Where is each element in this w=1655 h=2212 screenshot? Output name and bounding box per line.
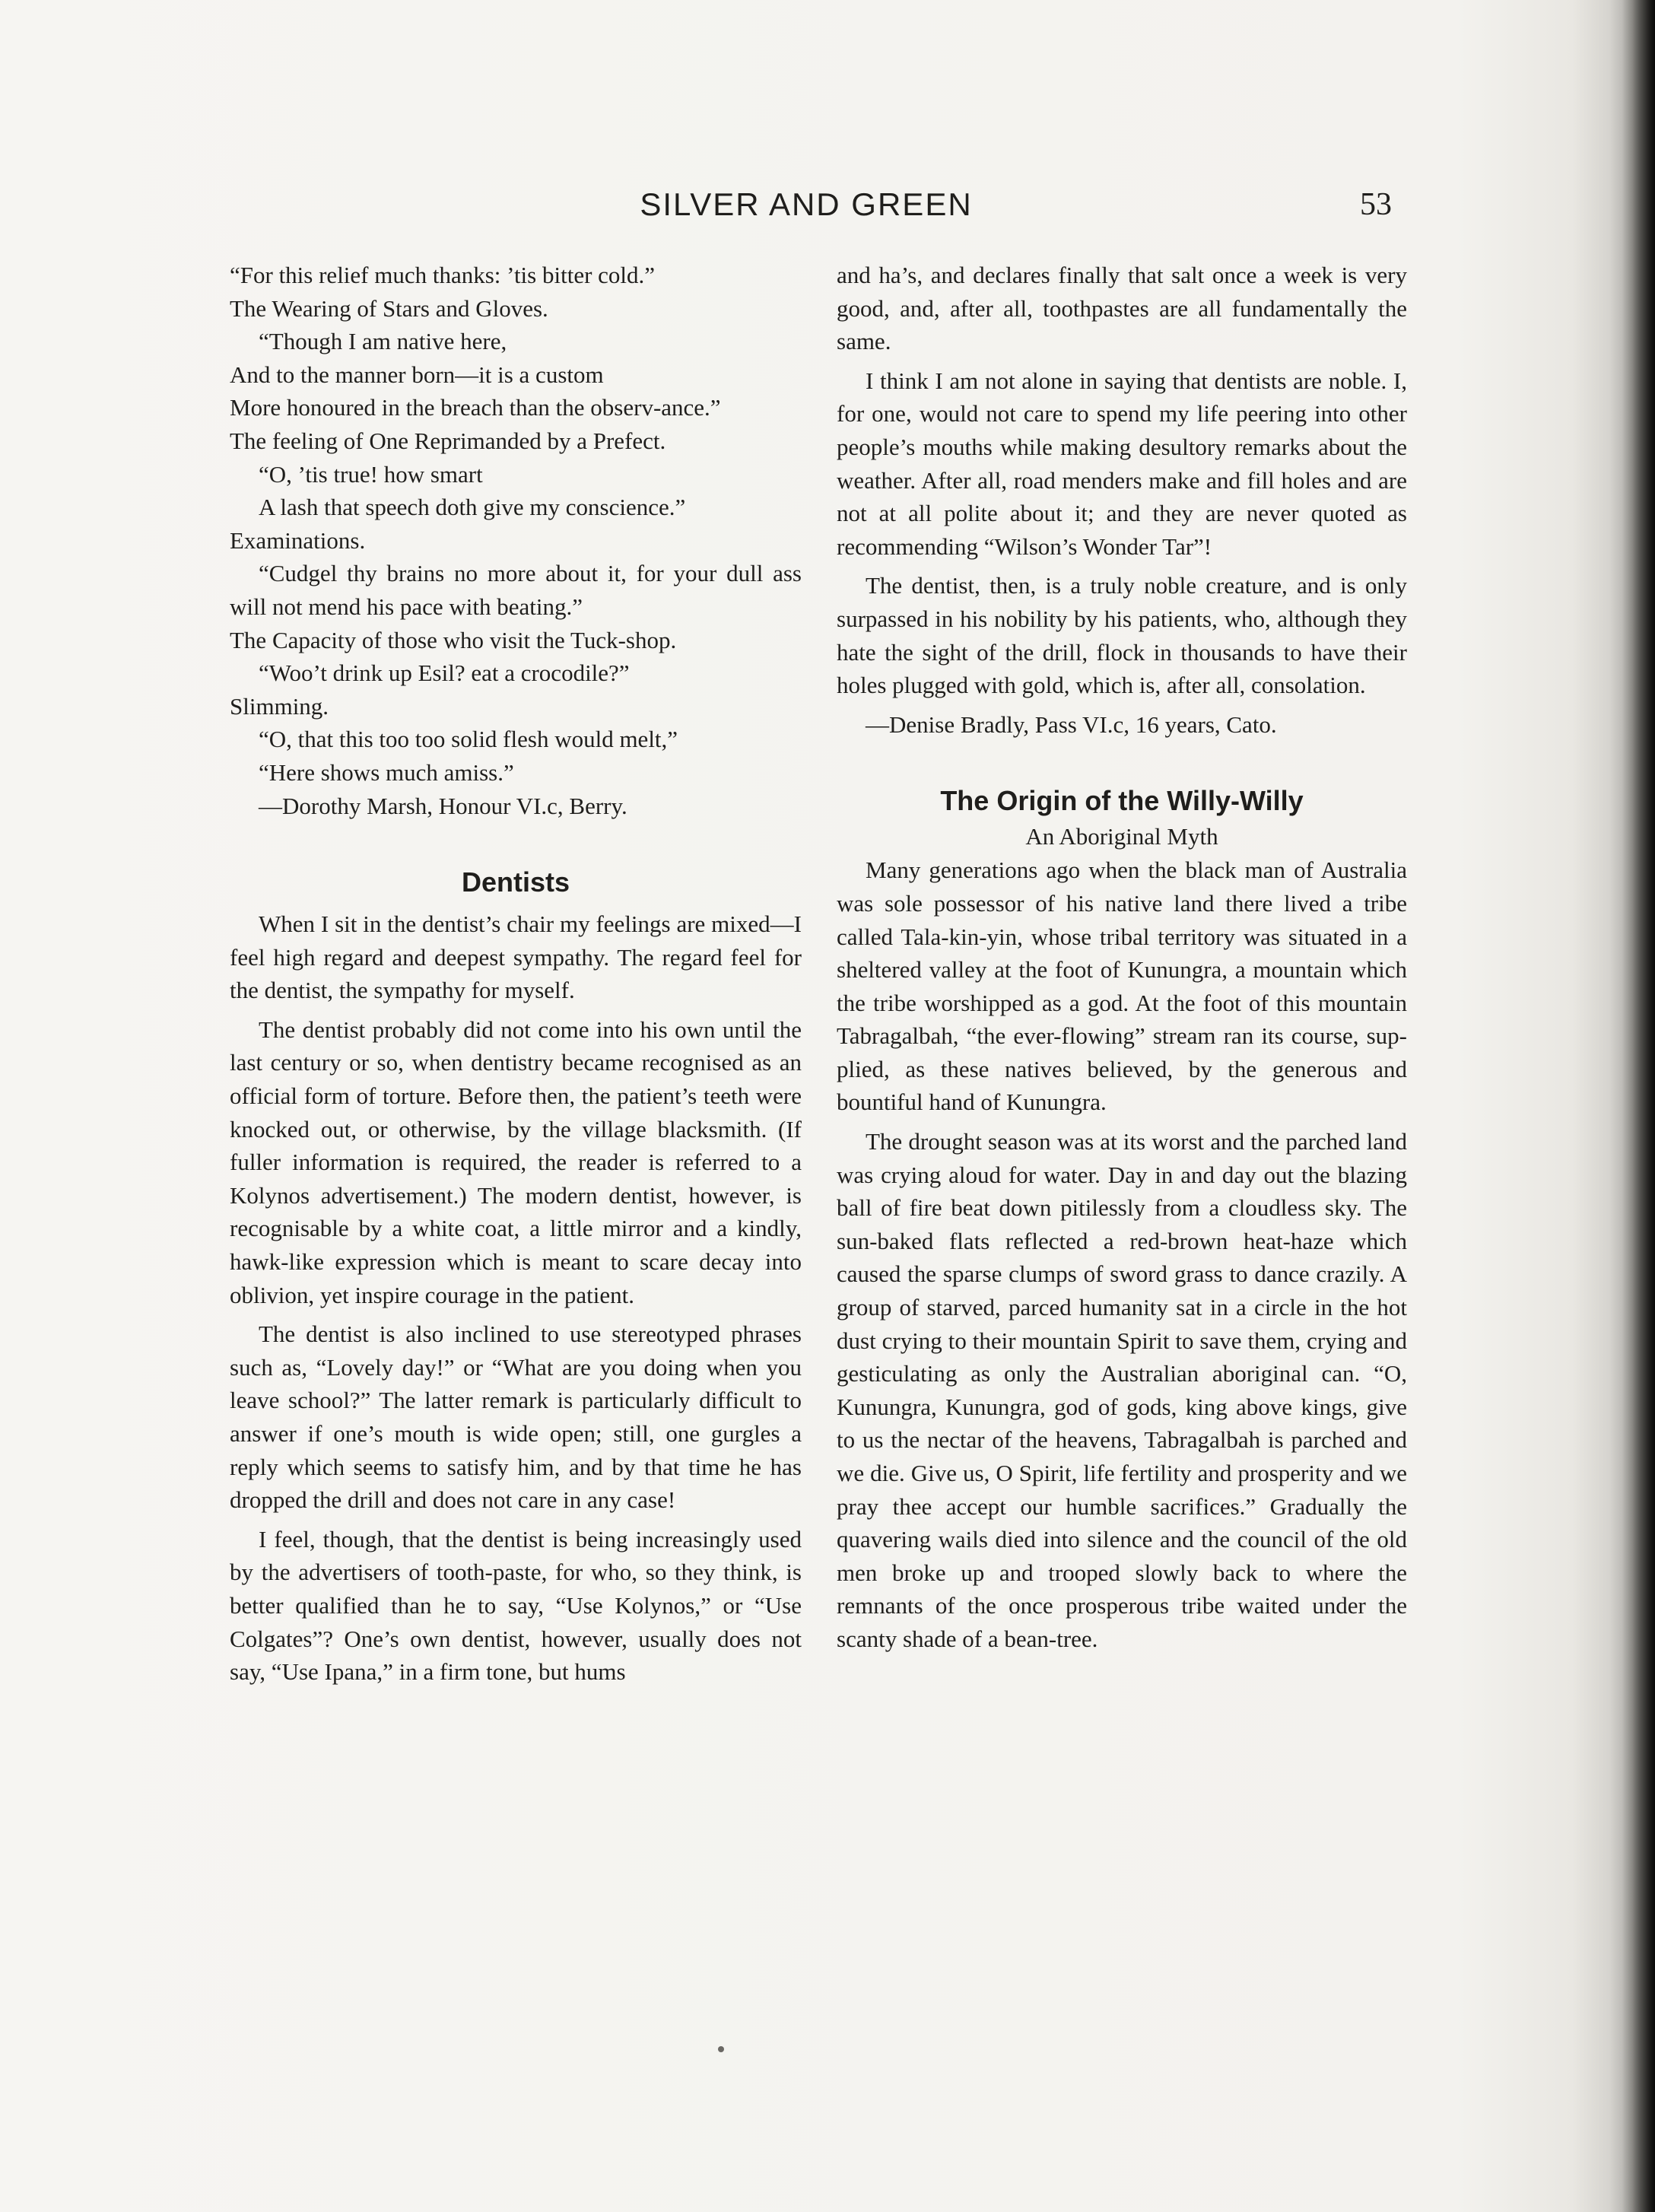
poem-line: “Here shows much amiss.” [259, 758, 514, 786]
poem-line: “O, ’tis true! how smart [259, 460, 483, 488]
ink-speck [718, 2046, 724, 2052]
poem-line: The Wearing of Stars and Gloves. [230, 294, 548, 322]
poem-line: “For this relief much thanks: ’tis bitter cold.” [230, 262, 656, 288]
poem-signature: —Dorothy Marsh, Honour VI.c, Berry. [259, 792, 627, 819]
page-number: 53 [1360, 187, 1392, 222]
poem-line: Examinations. [230, 526, 366, 554]
dentists-paragraph: When I sit in the dentist’s chair my feelings are mixed—I feel high regard and deepest sympathy. The regard feel for the dentist, the sympathy for myself. [230, 911, 802, 1004]
running-title: SILVER AND GREEN [640, 186, 973, 222]
dentists-paragraph: The dentist is also inclined to use stereotyped phrases such as, “Lovely day!” or “What are you doing when you leave school?” The latter remark is particularly difficult to answer if one’s mouth is wide open; still, one gurgles a reply which seems to satisfy him, and by that time he has dropped the drill and does not care in any case! [230, 1321, 802, 1514]
poem-line: A lash that speech doth give my conscience.” [259, 494, 686, 521]
poem-line: More honoured in the breach than the observ-ance.” [230, 394, 721, 421]
myth-paragraph: The drought season was at its worst and the parched land was crying aloud for water. Day in and day out the blazing ball of fire beat down pitilessly from a cloudless sky. The sun-baked flats reflected a red-brown heat-haze which caused the sparse clumps of sword grass to dance crazily. A group of starved, parced humanity sat in a circle in the hot dust crying to their mountain Spirit to save them, crying and gesticulating as only the Australian aboriginal can. “O, Kunungra, Kunungra, god of gods, king above kings, give to us the nectar of the heavens, Tabragalbah is parched and we die. Give us, O Spirit, life fertility and prosperity and we pray thee accept our humble sacrifices.” Gradually the quavering wails died into silence and the council of the old men broke up and trooped slowly back to where the remnants of the once prosperous tribe waited under the scanty shade of a bean-tree. [837, 1128, 1407, 1652]
book-spine-shadow [1609, 0, 1655, 2212]
myth-heading: The Origin of the Willy-Willy [940, 785, 1304, 817]
dentists-signature: —Denise Bradly, Pass VI.c, 16 years, Cato. [866, 710, 1277, 738]
poem-line: The feeling of One Reprimanded by a Prefect. [230, 427, 666, 454]
poem-line: The Capacity of those who visit the Tuck-shop. [230, 626, 677, 653]
poem-line: “O, that this too too solid flesh would melt,” [259, 726, 678, 753]
left-column [230, 259, 802, 1689]
poem-line: “Woo’t drink up Esil? eat a crocodile?” [259, 659, 630, 687]
poem-line: “Though I am native here, [259, 328, 507, 355]
dentists-heading: Dentists [461, 866, 570, 898]
running-head [228, 186, 1392, 232]
right-column [837, 259, 1407, 1656]
poem-line: Slimming. [230, 692, 329, 720]
poem-line: “Cudgel thy brains no more about it, for your dull ass will not mend his pace with beating.” [230, 560, 802, 620]
dentists-continued-paragraph: I think I am not alone in saying that dentists are noble. I, for one, would not care to spend my life peering into other people’s mouths while making desultory remarks about the weather. After all, road menders make and fill holes and are not at all polite about it; and they are never quoted as recommending “Wilson’s Wonder Tar”! [837, 367, 1407, 560]
poem [230, 259, 802, 790]
dentists-paragraph: I feel, though, that the dentist is being increasingly used by the advertisers of tooth-paste, for who, so they think, is better qualified than he to say, “Use Kolynos,” or “Use Colgates”? One’s own dentist, however, usually does not say, “Use Ipana,” in a firm tone, but hums [230, 1525, 802, 1686]
poem-line: And to the manner born—it is a custom [230, 361, 604, 388]
myth-subheading: An Aboriginal Myth [1025, 823, 1218, 850]
dentists-continued-paragraph: and ha’s, and declares finally that salt once a week is very good, and, after all, toothpastes are all fundamentally the same. [837, 262, 1407, 355]
myth-paragraph: Many generations ago when the black man of Australia was sole possessor of his native land there lived a tribe called Tala-kin-yin, whose tribal territory was situated in a sheltered valley at the foot of Kunungra, a mountain which the tribe worshipped as a god. At the foot of this mountain Tabragalbah, “the ever-flowing” stream ran its course, supplied, as these natives believed, by the generous and bountiful hand of Kunungra. [837, 857, 1407, 1116]
dentists-paragraph: The dentist probably did not come into his own until the last century or so, when dentistry became recognised as an official form of torture. Before then, the patient’s teeth were knocked out, or otherwise, by the village blacksmith. (If fuller information is required, the reader is referred to a Kolynos advertisement.) The modern dentist, however, is recognisable by a white coat, a little mirror and a kindly, hawk-like expression which is meant to scare decay into oblivion, yet inspire courage in the patient. [230, 1015, 802, 1308]
dentists-continued-paragraph: The dentist, then, is a truly noble creature, and is only surpassed in his nobility by his patients, who, although they hate the sight of the drill, flock in thousands to have their holes plugged with gold, which is, after all, consolation. [837, 572, 1407, 699]
